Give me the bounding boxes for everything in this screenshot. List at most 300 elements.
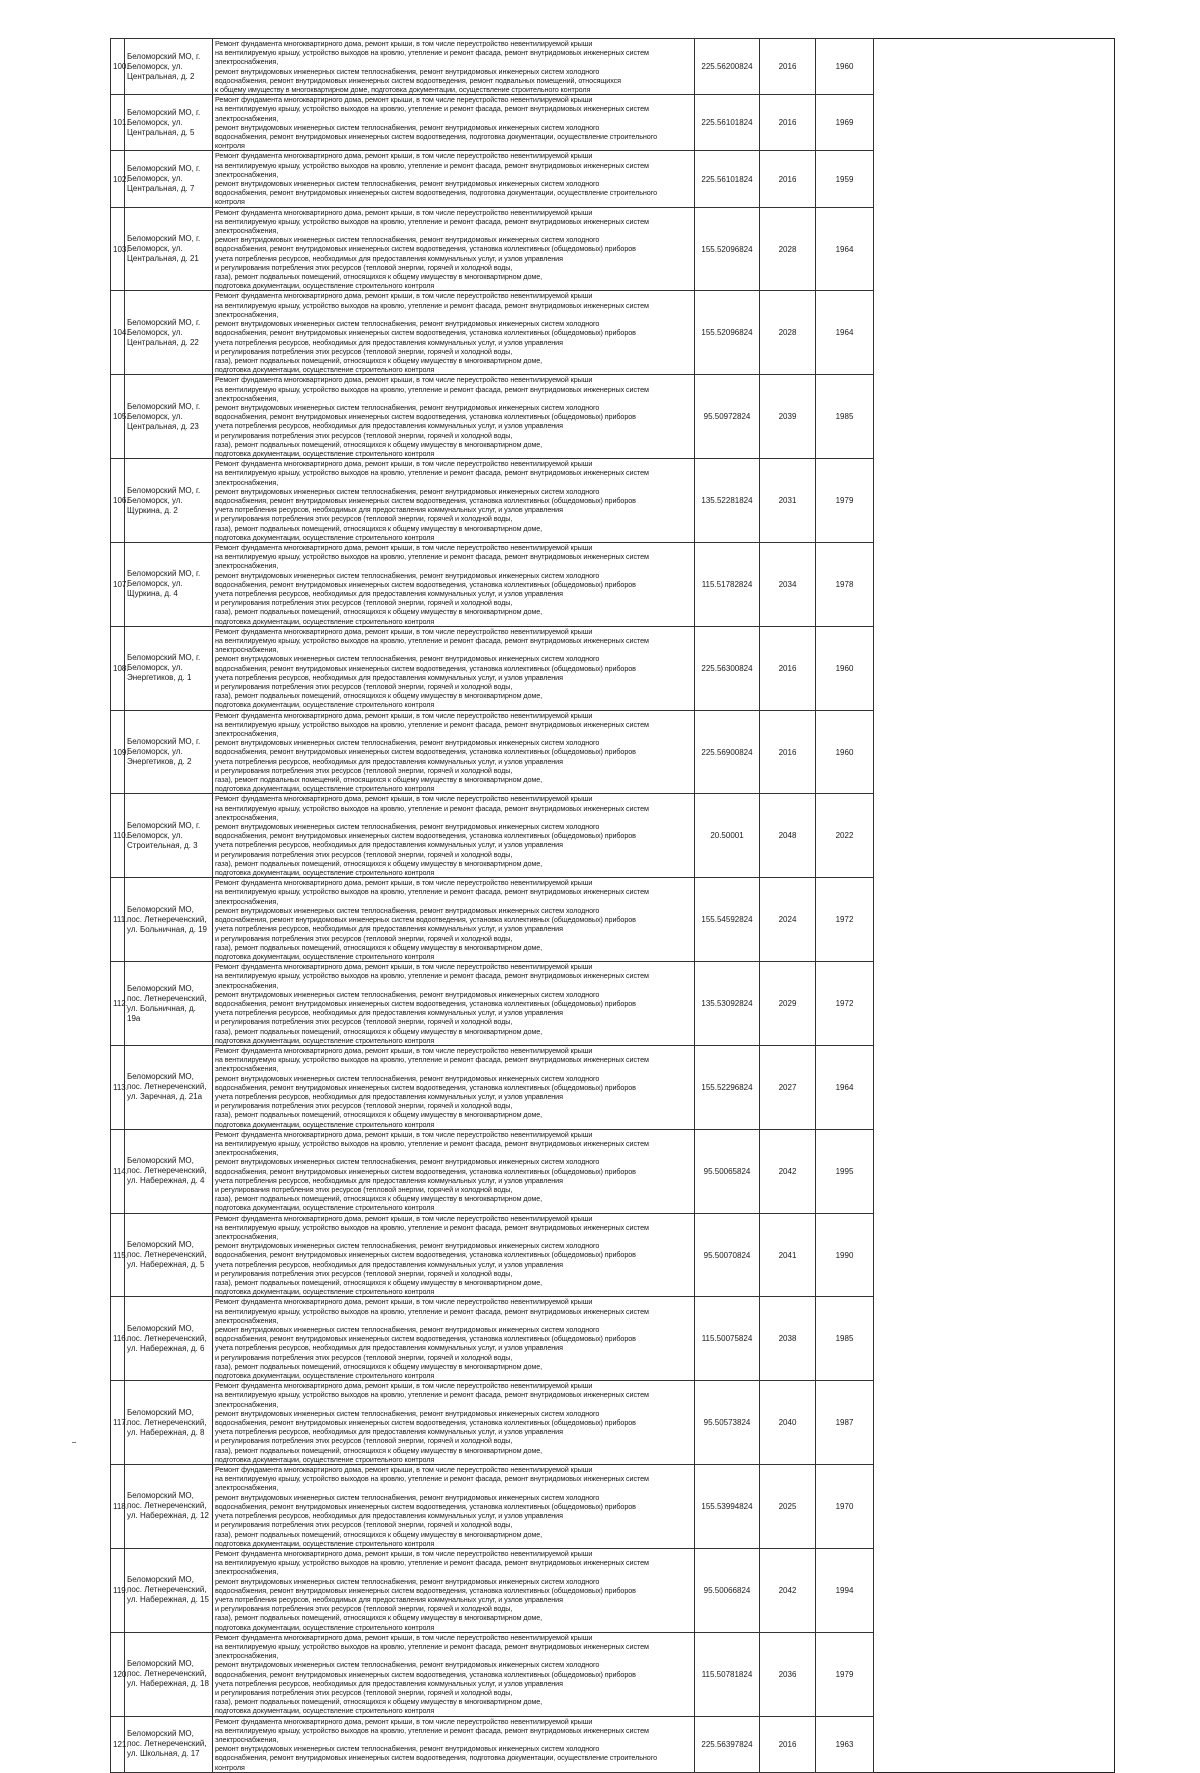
address-cell: Беломорский МО, пос. Летнереченский, ул. Набережная, д. 8 — [125, 1381, 213, 1465]
work-line: водоснабжения, ремонт внутридомовых инженерных систем водоотведения, подготовка документации, осуществление строительного — [215, 188, 658, 198]
work-line: газа), ремонт подвальных помещений, относящихся к общему имуществу в многоквартирном доме, — [215, 523, 543, 533]
scan-speck — [72, 1442, 76, 1443]
address-cell: Беломорский МО, пос. Летнереченский, ул. Больничная, д. 19 — [125, 878, 213, 962]
work-line: и регулирования потребления этих ресурсов (тепловой энергии, горячей и холодной воды, — [215, 598, 513, 608]
work-line: водоснабжения, ремонт внутридомовых инженерных систем водоотведения, установка коллективных (общедомовых) приборов — [215, 1166, 636, 1176]
row-number-cell: 119. — [111, 1548, 125, 1632]
planned-year-cell: 2025 — [760, 1465, 816, 1549]
address-cell: Беломорский МО, г. Беломорск, ул. Центральная, д. 7 — [125, 151, 213, 207]
work-line: и регулирования потребления этих ресурсов (тепловой энергии, горячей и холодной воды, — [215, 682, 513, 692]
work-line: учета потребления ресурсов, необходимых для предоставления коммунальных услуг, и узлов управления — [215, 840, 563, 850]
cost-cell: 155.53994824 — [695, 1465, 760, 1549]
work-line: водоснабжения, ремонт внутридомовых инженерных систем водоотведения, установка коллективных (общедомовых) приборов — [215, 1418, 636, 1428]
work-line: водоснабжения, ремонт внутридомовых инженерных систем водоотведения, установка коллективных (общедомовых) приборов — [215, 1250, 636, 1260]
cost-cell: 135.53092824 — [695, 962, 760, 1046]
build-year-cell: 1978 — [816, 542, 874, 626]
work-line: подготовка документации, осуществление строительного контроля — [215, 1371, 435, 1381]
work-line: газа), ремонт подвальных помещений, относящихся к общему имуществу в многоквартирном доме, — [215, 1445, 543, 1455]
work-description-cell — [213, 962, 695, 1046]
build-year-cell: 1964 — [816, 291, 874, 375]
work-line: водоснабжения, ремонт внутридомовых инженерных систем водоотведения, установка коллективных (общедомовых) приборов — [215, 1082, 636, 1092]
work-line: на вентилируемую крышу, устройство выходов на кровлю, утепление и ремонт фасада, ремонт внутридомовых инженерных систем электроснабжения, — [215, 1138, 649, 1158]
build-year-cell: 1972 — [816, 962, 874, 1046]
work-line: газа), ремонт подвальных помещений, относящихся к общему имуществу в многоквартирном доме, — [215, 1361, 543, 1371]
work-line: Ремонт фундамента многоквартирного дома, ремонт крыши, в том числе переустройство невентилируемой крыши — [215, 207, 593, 217]
work-line: на вентилируемую крышу, устройство выходов на кровлю, утепление и ремонт фасада, ремонт внутридомовых инженерных систем электроснабжения, — [215, 160, 649, 179]
work-line: на вентилируемую крышу, устройство выходов на кровлю, утепление и ремонт фасада, ремонт внутридомовых инженерных систем электроснабжения, — [215, 1474, 649, 1493]
work-description-cell — [213, 207, 695, 291]
planned-year-cell: 2031 — [760, 459, 816, 543]
work-line: ремонт внутридомовых инженерных систем теплоснабжения, ремонт внутридомовых инженерных систем холодного — [215, 486, 600, 496]
build-year-cell: 1960 — [816, 710, 874, 794]
work-line: водоснабжения, ремонт внутридомовых инженерных систем водоотведения, установка коллективных (общедомовых) приборов — [215, 1334, 636, 1344]
work-line: газа), ремонт подвальных помещений, относящихся к общему имуществу в многоквартирном доме, — [215, 1194, 543, 1204]
cost-cell: 20.50001 — [695, 794, 760, 878]
work-line: контроля — [215, 1762, 245, 1772]
work-line: водоснабжения, ремонт внутридомовых инженерных систем водоотведения, ремонт подвальных помещений, относящихся — [215, 75, 621, 85]
work-line: учета потребления ресурсов, необходимых для предоставления коммунальных услуг, и узлов управления — [215, 337, 563, 347]
work-line: и регулирования потребления этих ресурсов (тепловой энергии, горячей и холодной воды, — [215, 1436, 513, 1446]
address-cell: Беломорский МО, пос. Летнереченский, ул. Заречная, д. 21а — [125, 1045, 213, 1129]
work-line: и регулирования потребления этих ресурсов (тепловой энергии, горячей и холодной воды, — [215, 430, 513, 440]
row-number-cell: 105. — [111, 375, 125, 459]
work-line: газа), ремонт подвальных помещений, относящихся к общему имуществу в многоквартирном доме, — [215, 439, 543, 449]
work-line: подготовка документации, осуществление строительного контроля — [215, 281, 435, 291]
work-line: учета потребления ресурсов, необходимых для предоставления коммунальных услуг, и узлов управления — [215, 588, 563, 598]
row-number-cell: 115. — [111, 1213, 125, 1297]
work-line: и регулирования потребления этих ресурсов (тепловой энергии, горячей и холодной воды, — [215, 765, 513, 775]
work-line: на вентилируемую крышу, устройство выходов на кровлю, утепление и ремонт фасада, ремонт внутридомовых инженерных систем электроснабжения, — [215, 636, 649, 655]
work-line: ремонт внутридомовых инженерных систем теплоснабжения, ремонт внутридомовых инженерных систем холодного — [215, 235, 600, 245]
work-line: Ремонт фундамента многоквартирного дома, ремонт крыши, в том числе переустройство невентилируемой крыши — [215, 375, 593, 385]
table-row — [111, 1129, 1115, 1213]
work-line: на вентилируемую крышу, устройство выходов на кровлю, утепление и ремонт фасада, ремонт внутридомовых инженерных систем электроснабжения, — [215, 300, 649, 319]
work-line: подготовка документации, осуществление строительного контроля — [215, 784, 435, 794]
work-description-cell — [213, 291, 695, 375]
work-line: Ремонт фундамента многоквартирного дома, ремонт крыши, в том числе переустройство невентилируемой крыши — [215, 794, 593, 804]
planned-year-cell: 2028 — [760, 207, 816, 291]
work-line: водоснабжения, ремонт внутридомовых инженерных систем водоотведения, установка коллективных (общедомовых) приборов — [215, 1501, 636, 1511]
work-line: ремонт внутридомовых инженерных систем теплоснабжения, ремонт внутридомовых инженерных систем холодного — [215, 1157, 600, 1167]
work-line: учета потребления ресурсов, необходимых для предоставления коммунальных услуг, и узлов управления — [215, 672, 563, 682]
work-line: и регулирования потребления этих ресурсов (тепловой энергии, горячей и холодной воды, — [215, 514, 513, 524]
work-line: подготовка документации, осуществление строительного контроля — [215, 1538, 435, 1548]
work-line: водоснабжения, ремонт внутридомовых инженерных систем водоотведения, установка коллективных (общедомовых) приборов — [215, 663, 636, 673]
cost-cell: 115.50781824 — [695, 1632, 760, 1716]
work-line: на вентилируемую крышу, устройство выходов на кровлю, утепление и ремонт фасада, ремонт внутридомовых инженерных систем электроснабжения, — [215, 971, 649, 990]
work-line: учета потребления ресурсов, необходимых для предоставления коммунальных услуг, и узлов управления — [215, 253, 563, 263]
work-description-cell — [213, 151, 695, 207]
address-cell: Беломорский МО, г. Беломорск, ул. Центральная, д. 2 — [125, 39, 213, 95]
planned-year-cell: 2041 — [760, 1213, 816, 1297]
work-line: и регулирования потребления этих ресурсов (тепловой энергии, горячей и холодной воды, — [215, 849, 513, 859]
address-cell: Беломорский МО, г. Беломорск, ул. Энергетиков, д. 1 — [125, 626, 213, 710]
work-line: и регулирования потребления этих ресурсов (тепловой энергии, горячей и холодной воды, — [215, 1520, 513, 1530]
work-line: и регулирования потребления этих ресурсов (тепловой энергии, горячей и холодной воды, — [215, 1184, 513, 1194]
cost-cell: 115.51782824 — [695, 542, 760, 626]
work-description-cell — [213, 794, 695, 878]
work-line: контроля — [215, 197, 245, 207]
build-year-cell: 1972 — [816, 878, 874, 962]
address-cell: Беломорский МО, г. Беломорск, ул. Центральная, д. 22 — [125, 291, 213, 375]
work-description-cell — [213, 1632, 695, 1716]
work-line: водоснабжения, ремонт внутридомовых инженерных систем водоотведения, установка коллективных (общедомовых) приборов — [215, 915, 636, 925]
work-line: водоснабжения, ремонт внутридомовых инженерных систем водоотведения, установка коллективных (общедомовых) приборов — [215, 412, 636, 422]
work-line: ремонт внутридомовых инженерных систем теплоснабжения, ремонт внутридомовых инженерных систем холодного — [215, 66, 600, 76]
work-line: ремонт внутридомовых инженерных систем теплоснабжения, ремонт внутридомовых инженерных систем холодного — [215, 822, 600, 832]
build-year-cell: 1959 — [816, 151, 874, 207]
planned-year-cell: 2036 — [760, 1632, 816, 1716]
work-line: на вентилируемую крышу, устройство выходов на кровлю, утепление и ремонт фасада, ремонт внутридомовых инженерных систем электроснабжения, — [215, 1222, 649, 1241]
work-description-cell — [213, 39, 695, 95]
work-line: подготовка документации, осуществление строительного контроля — [215, 532, 435, 542]
work-line: ремонт внутридомовых инженерных систем теплоснабжения, ремонт внутридомовых инженерных систем холодного — [215, 122, 600, 132]
work-description-cell — [213, 878, 695, 962]
work-line: Ремонт фундамента многоквартирного дома, ремонт крыши, в том числе переустройство невентилируемой крыши — [215, 95, 593, 105]
work-description-cell — [213, 1548, 695, 1632]
work-line: газа), ремонт подвальных помещений, относящихся к общему имуществу в многоквартирном доме, — [215, 1613, 543, 1623]
work-line: Ремонт фундамента многоквартирного дома, ремонт крыши, в том числе переустройство невентилируемой крыши — [215, 1716, 593, 1726]
work-line: Ремонт фундамента многоквартирного дома, ремонт крыши, в том числе переустройство невентилируемой крыши — [215, 39, 593, 48]
planned-year-cell: 2048 — [760, 794, 816, 878]
work-line: учета потребления ресурсов, необходимых для предоставления коммунальных услуг, и узлов управления — [215, 1678, 563, 1688]
work-description-cell — [213, 1465, 695, 1549]
work-line: и регулирования потребления этих ресурсов (тепловой энергии, горячей и холодной воды, — [215, 1101, 513, 1111]
build-year-cell: 2022 — [816, 794, 874, 878]
table-row — [111, 1632, 1115, 1716]
build-year-cell: 1990 — [816, 1213, 874, 1297]
work-line: Ремонт фундамента многоквартирного дома, ремонт крыши, в том числе переустройство невентилируемой крыши — [215, 1548, 593, 1558]
table-row — [111, 1045, 1115, 1129]
build-year-cell: 1964 — [816, 1045, 874, 1129]
work-line: на вентилируемую крышу, устройство выходов на кровлю, утепление и ремонт фасада, ремонт внутридомовых инженерных систем электроснабжения, — [215, 803, 649, 822]
work-line: и регулирования потребления этих ресурсов (тепловой энергии, горячей и холодной воды, — [215, 1352, 513, 1362]
row-number-cell: 106. — [111, 459, 125, 543]
cost-cell: 155.52096824 — [695, 291, 760, 375]
work-description-cell — [213, 1381, 695, 1465]
work-line: Ремонт фундамента многоквартирного дома, ремонт крыши, в том числе переустройство невентилируемой крыши — [215, 962, 593, 972]
build-year-cell: 1960 — [816, 626, 874, 710]
work-line: газа), ремонт подвальных помещений, относящихся к общему имуществу в многоквартирном доме, — [215, 1110, 543, 1120]
work-line: и регулирования потребления этих ресурсов (тепловой энергии, горячей и холодной воды, — [215, 1687, 513, 1697]
work-line: учета потребления ресурсов, необходимых для предоставления коммунальных услуг, и узлов управления — [215, 505, 563, 515]
row-number-cell: 112. — [111, 962, 125, 1046]
work-line: ремонт внутридомовых инженерных систем теплоснабжения, ремонт внутридомовых инженерных систем холодного — [215, 570, 600, 580]
planned-year-cell: 2028 — [760, 291, 816, 375]
work-line: газа), ремонт подвальных помещений, относящихся к общему имуществу в многоквартирном доме, — [215, 691, 543, 701]
work-line: подготовка документации, осуществление строительного контроля — [215, 1119, 435, 1129]
work-description-cell — [213, 1716, 695, 1772]
table-row — [111, 1297, 1115, 1381]
work-line: ремонт внутридомовых инженерных систем теплоснабжения, ремонт внутридомовых инженерных систем холодного — [215, 179, 600, 189]
address-cell: Беломорский МО, г. Беломорск, ул. Щуркина, д. 4 — [125, 542, 213, 626]
work-line: Ремонт фундамента многоквартирного дома, ремонт крыши, в том числе переустройство невентилируемой крыши — [215, 1129, 593, 1139]
work-line: ремонт внутридомовых инженерных систем теплоснабжения, ремонт внутридомовых инженерных систем холодного — [215, 1325, 600, 1335]
table-row — [111, 1548, 1115, 1632]
work-line: на вентилируемую крышу, устройство выходов на кровлю, утепление и ремонт фасада, ремонт внутридомовых инженерных систем электроснабжения, — [215, 1306, 649, 1325]
work-line: учета потребления ресурсов, необходимых для предоставления коммунальных услуг, и узлов управления — [215, 1175, 563, 1185]
planned-year-cell: 2034 — [760, 542, 816, 626]
work-line: подготовка документации, осуществление строительного контроля — [215, 951, 435, 961]
cost-cell: 95.50066824 — [695, 1548, 760, 1632]
work-line: и регулирования потребления этих ресурсов (тепловой энергии, горячей и холодной воды, — [215, 262, 513, 272]
cost-cell: 225.56397824 — [695, 1716, 760, 1772]
row-number-cell: 116. — [111, 1297, 125, 1381]
build-year-cell: 1985 — [816, 375, 874, 459]
work-line: газа), ремонт подвальных помещений, относящихся к общему имуществу в многоквартирном доме, — [215, 1278, 543, 1288]
work-line: Ремонт фундамента многоквартирного дома, ремонт крыши, в том числе переустройство невентилируемой крыши — [215, 1632, 593, 1642]
work-line: газа), ремонт подвальных помещений, относящихся к общему имуществу в многоквартирном доме, — [215, 607, 543, 617]
work-description-cell — [213, 1129, 695, 1213]
work-line: на вентилируемую крышу, устройство выходов на кровлю, утепление и ремонт фасада, ремонт внутридомовых инженерных систем электроснабжения, — [215, 216, 649, 236]
work-line: учета потребления ресурсов, необходимых для предоставления коммунальных услуг, и узлов управления — [215, 1427, 563, 1437]
work-line: водоснабжения, ремонт внутридомовых инженерных систем водоотведения, установка коллективных (общедомовых) приборов — [215, 998, 636, 1008]
table-row — [111, 710, 1115, 794]
table-row — [111, 95, 1115, 151]
planned-year-cell: 2039 — [760, 375, 816, 459]
work-line: подготовка документации, осуществление строительного контроля — [215, 448, 435, 458]
table-row — [111, 626, 1115, 710]
table-row — [111, 1465, 1115, 1549]
work-line: Ремонт фундамента многоквартирного дома, ремонт крыши, в том числе переустройство невентилируемой крыши — [215, 542, 593, 552]
work-line: подготовка документации, осуществление строительного контроля — [215, 1706, 435, 1716]
work-line: водоснабжения, ремонт внутридомовых инженерных систем водоотведения, подготовка документации, осуществление строительного — [215, 1753, 658, 1763]
work-line: на вентилируемую крышу, устройство выходов на кровлю, утепление и ремонт фасада, ремонт внутридомовых инженерных систем электроснабжения, — [215, 1558, 649, 1577]
cost-cell: 95.50573824 — [695, 1381, 760, 1465]
cost-cell: 225.56101824 — [695, 95, 760, 151]
work-line: на вентилируемую крышу, устройство выходов на кровлю, утепление и ремонт фасада, ремонт внутридомовых инженерных систем электроснабжения, — [215, 384, 649, 403]
planned-year-cell: 2024 — [760, 878, 816, 962]
work-line: газа), ремонт подвальных помещений, относящихся к общему имуществу в многоквартирном доме, — [215, 355, 543, 365]
work-line: на вентилируемую крышу, устройство выходов на кровлю, утепление и ремонт фасада, ремонт внутридомовых инженерных систем электроснабжения, — [215, 468, 649, 487]
planned-year-cell: 2016 — [760, 626, 816, 710]
work-line: ремонт внутридомовых инженерных систем теплоснабжения, ремонт внутридомовых инженерных систем холодного — [215, 1576, 600, 1586]
address-cell: Беломорский МО, пос. Летнереченский, ул. Набережная, д. 18 — [125, 1632, 213, 1716]
planned-year-cell: 2038 — [760, 1297, 816, 1381]
work-line: газа), ремонт подвальных помещений, относящихся к общему имуществу в многоквартирном доме, — [215, 1026, 543, 1036]
work-line: Ремонт фундамента многоквартирного дома, ремонт крыши, в том числе переустройство невентилируемой крыши — [215, 1045, 593, 1055]
work-line: на вентилируемую крышу, устройство выходов на кровлю, утепление и ремонт фасада, ремонт внутридомовых инженерных систем электроснабжения, — [215, 1641, 649, 1661]
work-description-cell — [213, 375, 695, 459]
work-line: и регулирования потребления этих ресурсов (тепловой энергии, горячей и холодной воды, — [215, 1268, 513, 1278]
cost-cell: 225.56900824 — [695, 710, 760, 794]
address-cell: Беломорский МО, пос. Летнереченский, ул. Набережная, д. 4 — [125, 1129, 213, 1213]
build-year-cell: 1987 — [816, 1381, 874, 1465]
row-number-cell: 114. — [111, 1129, 125, 1213]
address-cell: Беломорский МО, г. Беломорск, ул. Щуркина, д. 2 — [125, 459, 213, 543]
work-line: подготовка документации, осуществление строительного контроля — [215, 868, 435, 878]
work-line: подготовка документации, осуществление строительного контроля — [215, 616, 435, 626]
address-cell: Беломорский МО, г. Беломорск, ул. Центральная, д. 21 — [125, 207, 213, 291]
work-line: подготовка документации, осуществление строительного контроля — [215, 1035, 435, 1045]
work-line: ремонт внутридомовых инженерных систем теплоснабжения, ремонт внутридомовых инженерных систем холодного — [215, 1241, 600, 1251]
cost-cell: 225.56300824 — [695, 626, 760, 710]
work-line: Ремонт фундамента многоквартирного дома, ремонт крыши, в том числе переустройство невентилируемой крыши — [215, 878, 593, 888]
work-line: ремонт внутридомовых инженерных систем теплоснабжения, ремонт внутридомовых инженерных систем холодного — [215, 1408, 600, 1418]
table-row — [111, 962, 1115, 1046]
work-line: газа), ремонт подвальных помещений, относящихся к общему имуществу в многоквартирном доме, — [215, 272, 543, 282]
planned-year-cell: 2027 — [760, 1045, 816, 1129]
table-row — [111, 151, 1115, 207]
build-year-cell: 1979 — [816, 1632, 874, 1716]
work-line: и регулирования потребления этих ресурсов (тепловой энергии, горячей и холодной воды, — [215, 933, 513, 943]
work-line: и регулирования потребления этих ресурсов (тепловой энергии, горячей и холодной воды, — [215, 346, 513, 356]
build-year-cell: 1960 — [816, 39, 874, 95]
table-row — [111, 207, 1115, 291]
table-row — [111, 459, 1115, 543]
row-number-cell: 121. — [111, 1716, 125, 1772]
work-line: на вентилируемую крышу, устройство выходов на кровлю, утепление и ремонт фасада, ремонт внутридомовых инженерных систем электроснабжения, — [215, 552, 649, 571]
work-description-cell — [213, 542, 695, 626]
work-line: учета потребления ресурсов, необходимых для предоставления коммунальных услуг, и узлов управления — [215, 1594, 563, 1604]
build-year-cell: 1969 — [816, 95, 874, 151]
table-row — [111, 878, 1115, 962]
work-line: учета потребления ресурсов, необходимых для предоставления коммунальных услуг, и узлов управления — [215, 1343, 563, 1353]
work-line: ремонт внутридомовых инженерных систем теплоснабжения, ремонт внутридомовых инженерных систем холодного — [215, 402, 600, 412]
work-line: на вентилируемую крышу, устройство выходов на кровлю, утепление и ремонт фасада, ремонт внутридомовых инженерных систем электроснабжения, — [215, 1055, 649, 1074]
cost-cell: 95.50972824 — [695, 375, 760, 459]
address-cell: Беломорский МО, пос. Летнереченский, ул. Набережная, д. 12 — [125, 1465, 213, 1549]
work-line: водоснабжения, ремонт внутридомовых инженерных систем водоотведения, установка коллективных (общедомовых) приборов — [215, 328, 636, 338]
row-number-cell: 109. — [111, 710, 125, 794]
work-line: к общему имуществу в многоквартирном доме, подготовка документации, осуществление строительного контроля — [215, 85, 591, 95]
cost-cell: 155.54592824 — [695, 878, 760, 962]
address-cell: Беломорский МО, г. Беломорск, ул. Центральная, д. 5 — [125, 95, 213, 151]
address-cell: Беломорский МО, пос. Летнереченский, ул. Набережная, д. 5 — [125, 1213, 213, 1297]
row-number-cell: 110. — [111, 794, 125, 878]
row-number-cell: 101. — [111, 95, 125, 151]
work-line: Ремонт фундамента многоквартирного дома, ремонт крыши, в том числе переустройство невентилируемой крыши — [215, 1465, 593, 1475]
row-number-cell: 103. — [111, 207, 125, 291]
work-line: ремонт внутридомовых инженерных систем теплоснабжения, ремонт внутридомовых инженерных систем холодного — [215, 319, 600, 329]
table-row — [111, 1381, 1115, 1465]
work-line: на вентилируемую крышу, устройство выходов на кровлю, утепление и ремонт фасада, ремонт внутридомовых инженерных систем электроснабжения, — [215, 887, 649, 906]
work-line: учета потребления ресурсов, необходимых для предоставления коммунальных услуг, и узлов управления — [215, 421, 563, 431]
work-description-cell — [213, 626, 695, 710]
work-line: ремонт внутридомовых инженерных систем теплоснабжения, ремонт внутридомовых инженерных систем холодного — [215, 1660, 600, 1670]
table-row — [111, 1213, 1115, 1297]
cost-cell: 115.50075824 — [695, 1297, 760, 1381]
capital-repair-table — [110, 38, 1115, 1773]
build-year-cell: 1985 — [816, 1297, 874, 1381]
planned-year-cell: 2016 — [760, 95, 816, 151]
work-line: учета потребления ресурсов, необходимых для предоставления коммунальных услуг, и узлов управления — [215, 1091, 563, 1101]
cost-cell: 135.52281824 — [695, 459, 760, 543]
row-number-cell: 111. — [111, 878, 125, 962]
work-line: Ремонт фундамента многоквартирного дома, ремонт крыши, в том числе переустройство невентилируемой крыши — [215, 626, 593, 636]
table-row — [111, 39, 1115, 95]
work-line: ремонт внутридомовых инженерных систем теплоснабжения, ремонт внутридомовых инженерных систем холодного — [215, 738, 600, 748]
work-line: газа), ремонт подвальных помещений, относящихся к общему имуществу в многоквартирном доме, — [215, 942, 543, 952]
cost-cell: 155.52296824 — [695, 1045, 760, 1129]
work-line: подготовка документации, осуществление строительного контроля — [215, 700, 435, 710]
work-line: ремонт внутридомовых инженерных систем теплоснабжения, ремонт внутридомовых инженерных систем холодного — [215, 654, 600, 664]
build-year-cell: 1994 — [816, 1548, 874, 1632]
build-year-cell: 1995 — [816, 1129, 874, 1213]
row-number-cell: 120. — [111, 1632, 125, 1716]
row-number-cell: 108. — [111, 626, 125, 710]
work-line: водоснабжения, ремонт внутридомовых инженерных систем водоотведения, установка коллективных (общедомовых) приборов — [215, 747, 636, 757]
work-line: ремонт внутридомовых инженерных систем теплоснабжения, ремонт внутридомовых инженерных систем холодного — [215, 1073, 600, 1083]
table-row — [111, 794, 1115, 878]
row-number-cell: 113. — [111, 1045, 125, 1129]
table-row — [111, 375, 1115, 459]
address-cell: Беломорский МО, пос. Летнереченский, ул. Больничная, д. 19а — [125, 962, 213, 1046]
planned-year-cell: 2016 — [760, 151, 816, 207]
work-line: Ремонт фундамента многоквартирного дома, ремонт крыши, в том числе переустройство невентилируемой крыши — [215, 1381, 593, 1391]
work-description-cell — [213, 1045, 695, 1129]
work-line: Ремонт фундамента многоквартирного дома, ремонт крыши, в том числе переустройство невентилируемой крыши — [215, 1297, 593, 1307]
address-cell: Беломорский МО, г. Беломорск, ул. Строительная, д. 3 — [125, 794, 213, 878]
work-line: газа), ремонт подвальных помещений, относящихся к общему имуществу в многоквартирном доме, — [215, 858, 543, 868]
planned-year-cell: 2040 — [760, 1381, 816, 1465]
cost-cell: 155.52096824 — [695, 207, 760, 291]
work-line: на вентилируемую крышу, устройство выходов на кровлю, утепление и ремонт фасада, ремонт внутридомовых инженерных систем электроснабжения, — [215, 48, 649, 67]
work-line: на вентилируемую крышу, устройство выходов на кровлю, утепление и ремонт фасада, ремонт внутридомовых инженерных систем электроснабжения, — [215, 719, 649, 739]
planned-year-cell: 2029 — [760, 962, 816, 1046]
work-description-cell — [213, 459, 695, 543]
table-row — [111, 291, 1115, 375]
work-line: контроля — [215, 141, 245, 151]
table-row — [111, 542, 1115, 626]
work-line: на вентилируемую крышу, устройство выходов на кровлю, утепление и ремонт фасада, ремонт внутридомовых инженерных систем электроснабжения, — [215, 1390, 649, 1409]
work-description-cell — [213, 95, 695, 151]
row-number-cell: 100. — [111, 39, 125, 95]
work-line: водоснабжения, ремонт внутридомовых инженерных систем водоотведения, установка коллективных (общедомовых) приборов — [215, 1585, 636, 1595]
work-line: ремонт внутридомовых инженерных систем теплоснабжения, ремонт внутридомовых инженерных систем холодного — [215, 1492, 600, 1502]
work-line: учета потребления ресурсов, необходимых для предоставления коммунальных услуг, и узлов управления — [215, 924, 563, 934]
work-line: подготовка документации, осуществление строительного контроля — [215, 1203, 435, 1213]
build-year-cell: 1964 — [816, 207, 874, 291]
work-line: подготовка документации, осуществление строительного контроля — [215, 365, 435, 375]
work-description-cell — [213, 1213, 695, 1297]
work-line: ремонт внутридомовых инженерных систем теплоснабжения, ремонт внутридомовых инженерных систем холодного — [215, 905, 600, 915]
work-line: на вентилируемую крышу, устройство выходов на кровлю, утепление и ремонт фасада, ремонт внутридомовых инженерных систем электроснабжения, — [215, 1725, 649, 1744]
work-line: газа), ремонт подвальных помещений, относящихся к общему имуществу в многоквартирном доме, — [215, 1529, 543, 1539]
table-body — [111, 39, 1115, 1773]
row-number-cell: 107. — [111, 542, 125, 626]
work-line: водоснабжения, ремонт внутридомовых инженерных систем водоотведения, установка коллективных (общедомовых) приборов — [215, 1669, 636, 1679]
work-line: Ремонт фундамента многоквартирного дома, ремонт крыши, в том числе переустройство невентилируемой крыши — [215, 291, 593, 301]
work-line: учета потребления ресурсов, необходимых для предоставления коммунальных услуг, и узлов управления — [215, 1259, 563, 1269]
planned-year-cell: 2016 — [760, 39, 816, 95]
planned-year-cell: 2016 — [760, 1716, 816, 1772]
work-line: Ремонт фундамента многоквартирного дома, ремонт крыши, в том числе переустройство невентилируемой крыши — [215, 710, 593, 720]
work-line: подготовка документации, осуществление строительного контроля — [215, 1454, 435, 1464]
address-cell: Беломорский МО, г. Беломорск, ул. Энергетиков, д. 2 — [125, 710, 213, 794]
row-number-cell: 102. — [111, 151, 125, 207]
work-line: подготовка документации, осуществление строительного контроля — [215, 1287, 435, 1297]
work-line: водоснабжения, ремонт внутридомовых инженерных систем водоотведения, подготовка документации, осуществление строительного — [215, 132, 658, 142]
work-line: Ремонт фундамента многоквартирного дома, ремонт крыши, в том числе переустройство невентилируемой крыши — [215, 459, 593, 469]
work-line: водоснабжения, ремонт внутридомовых инженерных систем водоотведения, установка коллективных (общедомовых) приборов — [215, 579, 636, 589]
work-line: подготовка документации, осуществление строительного контроля — [215, 1622, 435, 1632]
address-cell: Беломорский МО, пос. Летнереченский, ул. Школьная, д. 17 — [125, 1716, 213, 1772]
cost-cell: 225.56101824 — [695, 151, 760, 207]
planned-year-cell: 2042 — [760, 1548, 816, 1632]
cost-cell: 225.56200824 — [695, 39, 760, 95]
address-cell: Беломорский МО, г. Беломорск, ул. Центральная, д. 23 — [125, 375, 213, 459]
work-line: ремонт внутридомовых инженерных систем теплоснабжения, ремонт внутридомовых инженерных систем холодного — [215, 1744, 600, 1754]
work-line: на вентилируемую крышу, устройство выходов на кровлю, утепление и ремонт фасада, ремонт внутридомовых инженерных систем электроснабжения, — [215, 104, 649, 123]
work-line: газа), ремонт подвальных помещений, относящихся к общему имуществу в многоквартирном доме, — [215, 775, 543, 785]
work-line: водоснабжения, ремонт внутридомовых инженерных систем водоотведения, установка коллективных (общедомовых) приборов — [215, 831, 636, 841]
address-cell: Беломорский МО, пос. Летнереченский, ул. Набережная, д. 6 — [125, 1297, 213, 1381]
work-line: водоснабжения, ремонт внутридомовых инженерных систем водоотведения, установка коллективных (общедомовых) приборов — [215, 244, 636, 254]
work-line: Ремонт фундамента многоквартирного дома, ремонт крыши, в том числе переустройство невентилируемой крыши — [215, 1213, 593, 1223]
work-line: и регулирования потребления этих ресурсов (тепловой энергии, горячей и холодной воды, — [215, 1604, 513, 1614]
table-row — [111, 1716, 1115, 1772]
